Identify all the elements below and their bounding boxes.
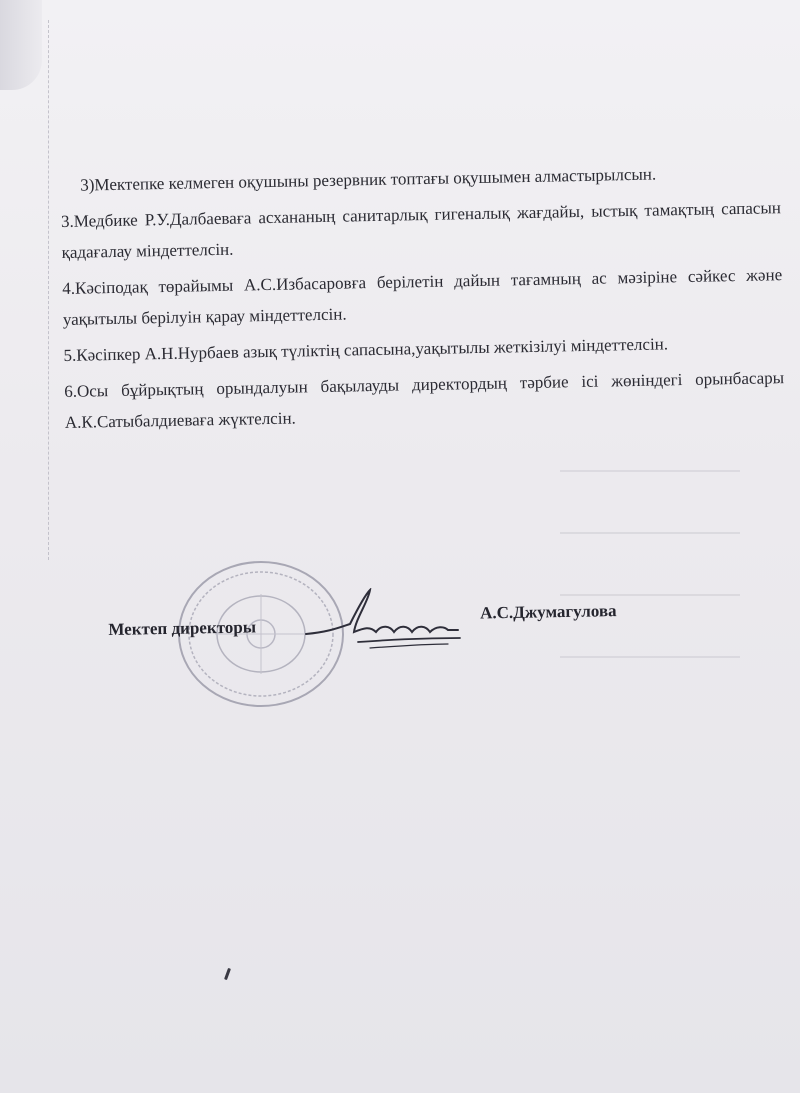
ink-speck [224,968,231,980]
order-clauses [60,156,785,443]
clause-3-paren: 3)Мектепке келмеген оқушыны резервник топтағы оқушымен алмастырылсын. [80,164,657,195]
clause-4-union: 4.Кәсіподақ төрайымы А.С.Избасаровға берілетін дайын тағамның ас мәзіріне сәйкес және уақытылы берілуін қарау міндеттелсін. [62,265,783,329]
binding-margin-line [48,20,50,560]
director-title: Мектеп директоры [108,617,257,639]
clause-5-supplier: 5.Кәсіпкер А.Н.Нурбаев азық түліктің сапасына,уақытылы жеткізілуі міндеттелсін. [63,334,669,365]
page-edge-shadow [0,0,42,90]
clause-6-control: 6.Осы бұйрықтың орындалуын бақылауды директордың тәрбие ісі жөніндегі орынбасары А.К.Сатыбалдиеваға жүктелсін. [64,368,785,432]
clause-3-nurse: 3.Медбике Р.У.Далбаеваға асхананың санитарлық гигеналық жағдайы, ыстық тамақтың сапасын қадағалау міндеттелсін. [60,198,782,262]
director-name: А.С.Джумагулова [479,601,617,623]
